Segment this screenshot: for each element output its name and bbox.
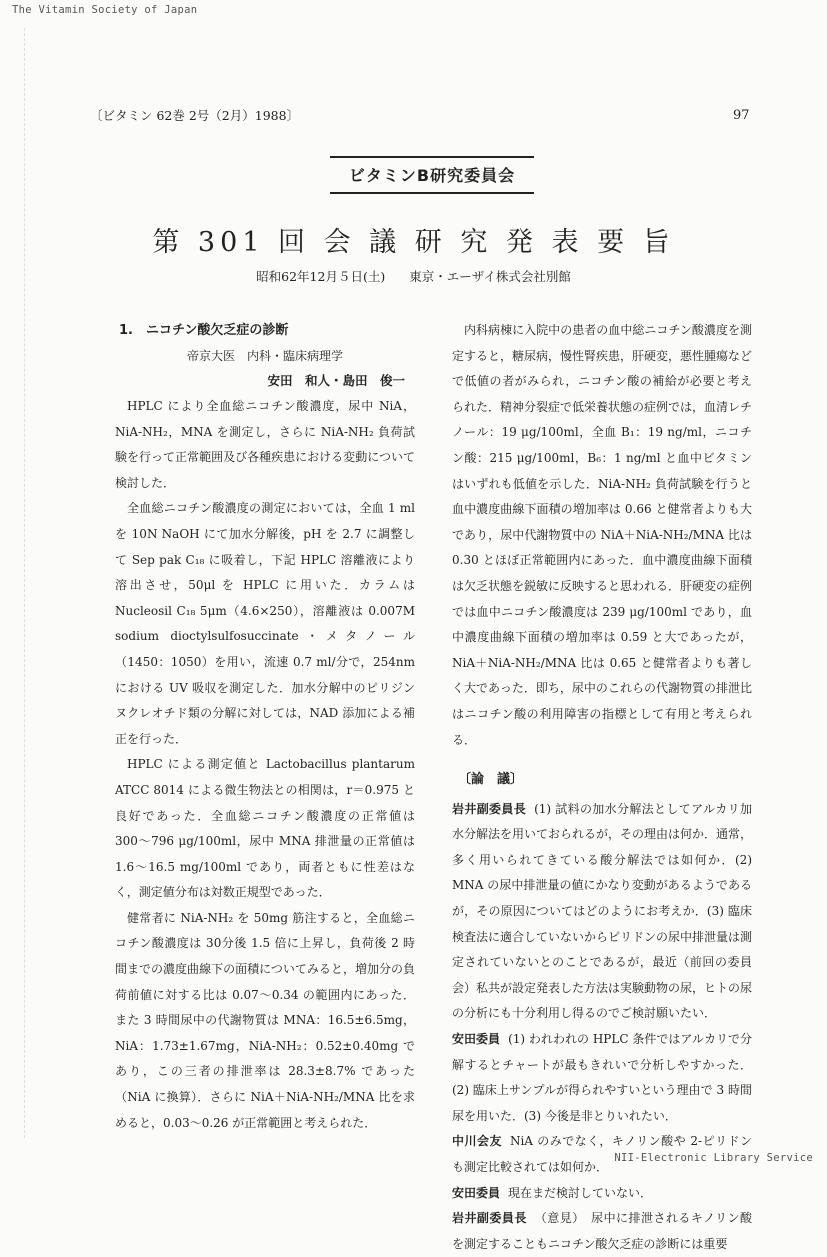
scan-margin-rule	[24, 28, 25, 1138]
entry-text: NiA のみでなく，キノリン酸や 2-ピリドンも測定比較されては如何か．	[452, 1134, 752, 1174]
discussion-entry	[452, 1181, 752, 1207]
meeting-title: 第 301 回 会 議 研 究 発 表 要 旨	[152, 227, 675, 258]
banner-title: ビタミンB研究委員会	[348, 166, 516, 185]
discussion-entry	[452, 1027, 752, 1129]
meeting-meta	[0, 267, 827, 285]
library-footer: NII-Electronic Library Service	[614, 1152, 813, 1164]
committee-banner	[330, 156, 534, 194]
right-column	[452, 318, 752, 1257]
entry-text: (1) われわれの HPLC 条件ではアルカリで分解するとチャートが最もきれいで分析しやすかった．(2) 臨床上サンプルが得られやすいという理由で 3 時間尿を用いた．(3) 今後是非とりいれたい．	[452, 1032, 752, 1123]
left-column	[115, 318, 415, 1136]
entry-text: 現在まだ検討していない．	[508, 1185, 653, 1200]
body-paragraph: HPLC による測定値と Lactobacillus plantarum ATCC 8014 による微生物法との相関は，r＝0.975 と良好であった．全血総ニコチン酸濃度の正常値は 300〜796 μg/100ml，尿中 MNA 排泄量の正常値は 1.6〜16.5 mg/100ml であり，両者ともに性差はなく，測定値分布は対数正規型であった．	[115, 757, 415, 900]
body-paragraph: HPLC により全血総ニコチン酸濃度，尿中 NiA，NiA-NH₂，MNA を測定し，さらに NiA-NH₂ 負荷試験を行って正常範囲及び各種疾患における変動について検討した．	[115, 399, 415, 490]
discussion-heading: 〔論 議〕	[458, 772, 524, 788]
entry-text: （意見） 尿中に排泄されるキノリン酸を測定することもニコチン酸欠乏症の診断には重要	[452, 1211, 752, 1251]
meeting-date: 昭和62年12月５日(土)	[256, 269, 386, 284]
speaker-name: 岩井副委員長	[452, 801, 527, 816]
speaker-name: 中川会友	[452, 1134, 502, 1149]
society-header: The Vitamin Society of Japan	[12, 4, 198, 16]
discussion-entry	[452, 1206, 752, 1257]
meeting-venue: 東京・エーザイ株式会社別館	[409, 269, 571, 284]
journal-info: 〔ビタミン 62巻 2号（2月）1988〕	[90, 108, 300, 123]
author-affiliation: 帝京大医 内科・臨床病理学	[186, 349, 343, 363]
article-heading: 1. ニコチン酸欠乏症の診断	[119, 323, 289, 338]
speaker-name: 安田委員	[452, 1032, 501, 1047]
page-number: 97	[733, 108, 750, 123]
body-paragraph: 全血総ニコチン酸濃度の測定においては，全血 1 ml を 10N NaOH にて加水分解後，pH を 2.7 に調整して Sep pak C₁₈ に吸着し，下記 HPLC 溶離液により溶出させ，50μl を HPLC に用いた．カラムは Nucleosil C₁₈ 5μm（4.6×250），溶離液は 0.007M sodium dioctylsulfosuccinate・メタノール（1450：1050）を用い，流速 0.7 ml/分で，254nm における UV 吸収を測定した．加水分解中のピリジンヌクレオチド類の分解に対しては，NAD 添加による補正を行った．	[115, 501, 415, 746]
speaker-name: 岩井副委員長	[452, 1211, 527, 1226]
discussion-entry	[452, 797, 752, 1027]
speaker-name: 安田委員	[452, 1185, 501, 1200]
entry-text: (1) 試料の加水分解法としてアルカリ加水分解法を用いておられるが，その理由は何か．通常，多く用いられてきている酸分解法では如何か．(2) MNA の尿中排泄量の値にかなり変動があるようであるが，その原因についてはどのようにお考えか．(3) 臨床検査法に適合していないからピリドンの尿中排泄量は測定されていないとのことであるが，最近（前回の委員会）私共が設定発表した方法は実験動物の尿，ヒトの尿の分析にも十分利用し得るのでご検討願いたい．	[452, 801, 753, 1021]
banner-bottom-rule	[330, 192, 534, 194]
body-paragraph: 内科病棟に入院中の患者の血中総ニコチン酸濃度を測定すると，糖尿病，慢性腎疾患，肝硬変，悪性腫瘍などで低値の者がみられ，ニコチン酸の補給が必要と考えられた．精神分裂症で低栄養状態の症例では，血清レチノール：19 μg/100ml，全血 B₁：19 ng/ml，ニコチン酸：215 μg/100ml，B₆：1 ng/ml と血中ビタミンはいずれも低値を示した．NiA-NH₂ 負荷試験を行うと血中濃度曲線下面積の増加率は 0.66 と健常者よりも大であり，尿中代謝物質中の NiA＋NiA-NH₂/MNA 比は 0.30 とほぼ正常範囲内にあった．血中濃度曲線下面積は欠乏状態を鋭敏に反映すると思われる．肝硬変の症例では血中ニコチン酸濃度は 239 μg/100ml であり，血中濃度曲線下面積の増加率は 0.59 と大であったが，NiA＋NiA-NH₂/MNA 比は 0.65 と健常者よりも著しく大であった．即ち，尿中のこれらの代謝物質の排泄比はニコチン酸の利用障害の指標として有用と考えられる．	[452, 323, 753, 747]
body-paragraph: 健常者に NiA-NH₂ を 50mg 筋注すると，全血総ニコチン酸濃度は 30分後 1.5 倍に上昇し，負荷後 2 時間までの濃度曲線下の面積についてみると，増加分の負荷前値に対する比は 0.07〜0.34 の範囲内にあった．また 3 時間尿中の代謝物質は MNA：16.5±6.5mg，NiA：1.73±1.67mg，NiA-NH₂：0.52±0.40mg であり，この三者の排泄率は 28.3±8.7% であった（NiA に換算）．さらに NiA＋NiA-NH₂/MNA 比を求めると，0.03〜0.26 が正常範囲と考えられた．	[115, 910, 415, 1130]
author-names: 安田 和人・島田 俊一	[267, 373, 405, 388]
